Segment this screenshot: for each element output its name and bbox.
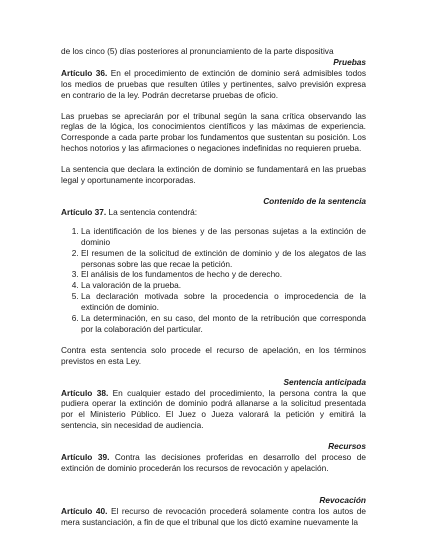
article-40 [61,506,366,528]
article-38 [61,388,366,432]
section-heading-pruebas: Pruebas [333,56,366,67]
list-item: 4. La valoración de la prueba. [81,280,366,291]
pruebas-paragraph-3: La sentencia que declara la extinción de dominio se fundamentará en las pruebas legal y oportunamente incorporadas. [61,164,366,186]
article-39 [61,452,366,474]
pruebas-paragraph-2: Las pruebas se apreciarán por el tribunal según la sana crítica observando las reglas de la lógica, los conocimientos científicos y las máximas de experiencia. Corresponde a cada parte probar los fundamentos que sustentan su posición. Los hechos notorios y las afirmaciones o negaciones indefinidas no requieren prueba. [61,110,366,154]
article-39-text: Contra las decisiones proferidas en desarrollo del proceso de extinción de dominio procederán los recursos de revocación y apelación. [61,452,366,473]
list-item: 5. La declaración motivada sobre la procedencia o improcedencia de la extinción de dominio. [81,291,366,313]
intro-text: de los cinco (5) días posteriores al pronunciamiento de la parte dispositiva [61,46,334,56]
section-heading-revocacion: Revocación [319,494,366,505]
list-item: 2. El resumen de la solicitud de extinción de dominio y de los alegatos de las personas sobre las que recae la petición. [81,248,366,270]
article-36-text: En el procedimiento de extinción de dominio será admisibles todos los medios de pruebas que resulten útiles y pertinentes, salvo previsión expresa en contrario de la ley. Podrán decretarse pruebas de oficio. [61,67,366,100]
section-heading-contenido: Contenido de la sentencia [263,195,366,206]
article-37 [61,207,366,218]
article-38-text: En cualquier estado del procedimiento, la persona contra la que pudiera operar la extinción de dominio podrá allanarse a la solicitud presentada por el Ministerio Público. El Juez o Jueza valorará la petición y emitirá la sentencia, sin necesidad de audiencia. [61,387,366,431]
article-40-text: El recurso de revocación procederá solamente contra los autos de mera sustanciación, a fin de que el tribunal que los dictó examine nuevamente la [61,505,367,527]
article-38-label: Artículo 38. [61,387,109,398]
list-item: 3. El análisis de los fundamentos de hecho y de derecho. [81,269,366,280]
article-40-label: Artículo 40. [61,505,108,516]
article-37-text: La sentencia contendrá: [106,206,198,217]
article-37-label: Artículo 37. [61,206,107,217]
article-39-label: Artículo 39. [61,452,110,463]
document-body [61,46,366,528]
sentence-contents-list [61,226,366,335]
section-heading-recursos: Recursos [328,441,366,452]
article-36-label: Artículo 36. [61,67,108,78]
list-item: 1. La identificación de los bienes y de las personas sujetas a la extinción de dominio [81,226,366,248]
list-item: 6. La determinación, en su caso, del monto de la retribución que corresponda por la colaboración del particular. [81,313,366,335]
contenido-paragraph-2: Contra esta sentencia solo procede el recurso de apelación, en los términos previstos en esta Ley. [61,344,366,366]
section-heading-sentencia-anticipada: Sentencia anticipada [283,376,366,387]
article-36 [61,68,366,101]
